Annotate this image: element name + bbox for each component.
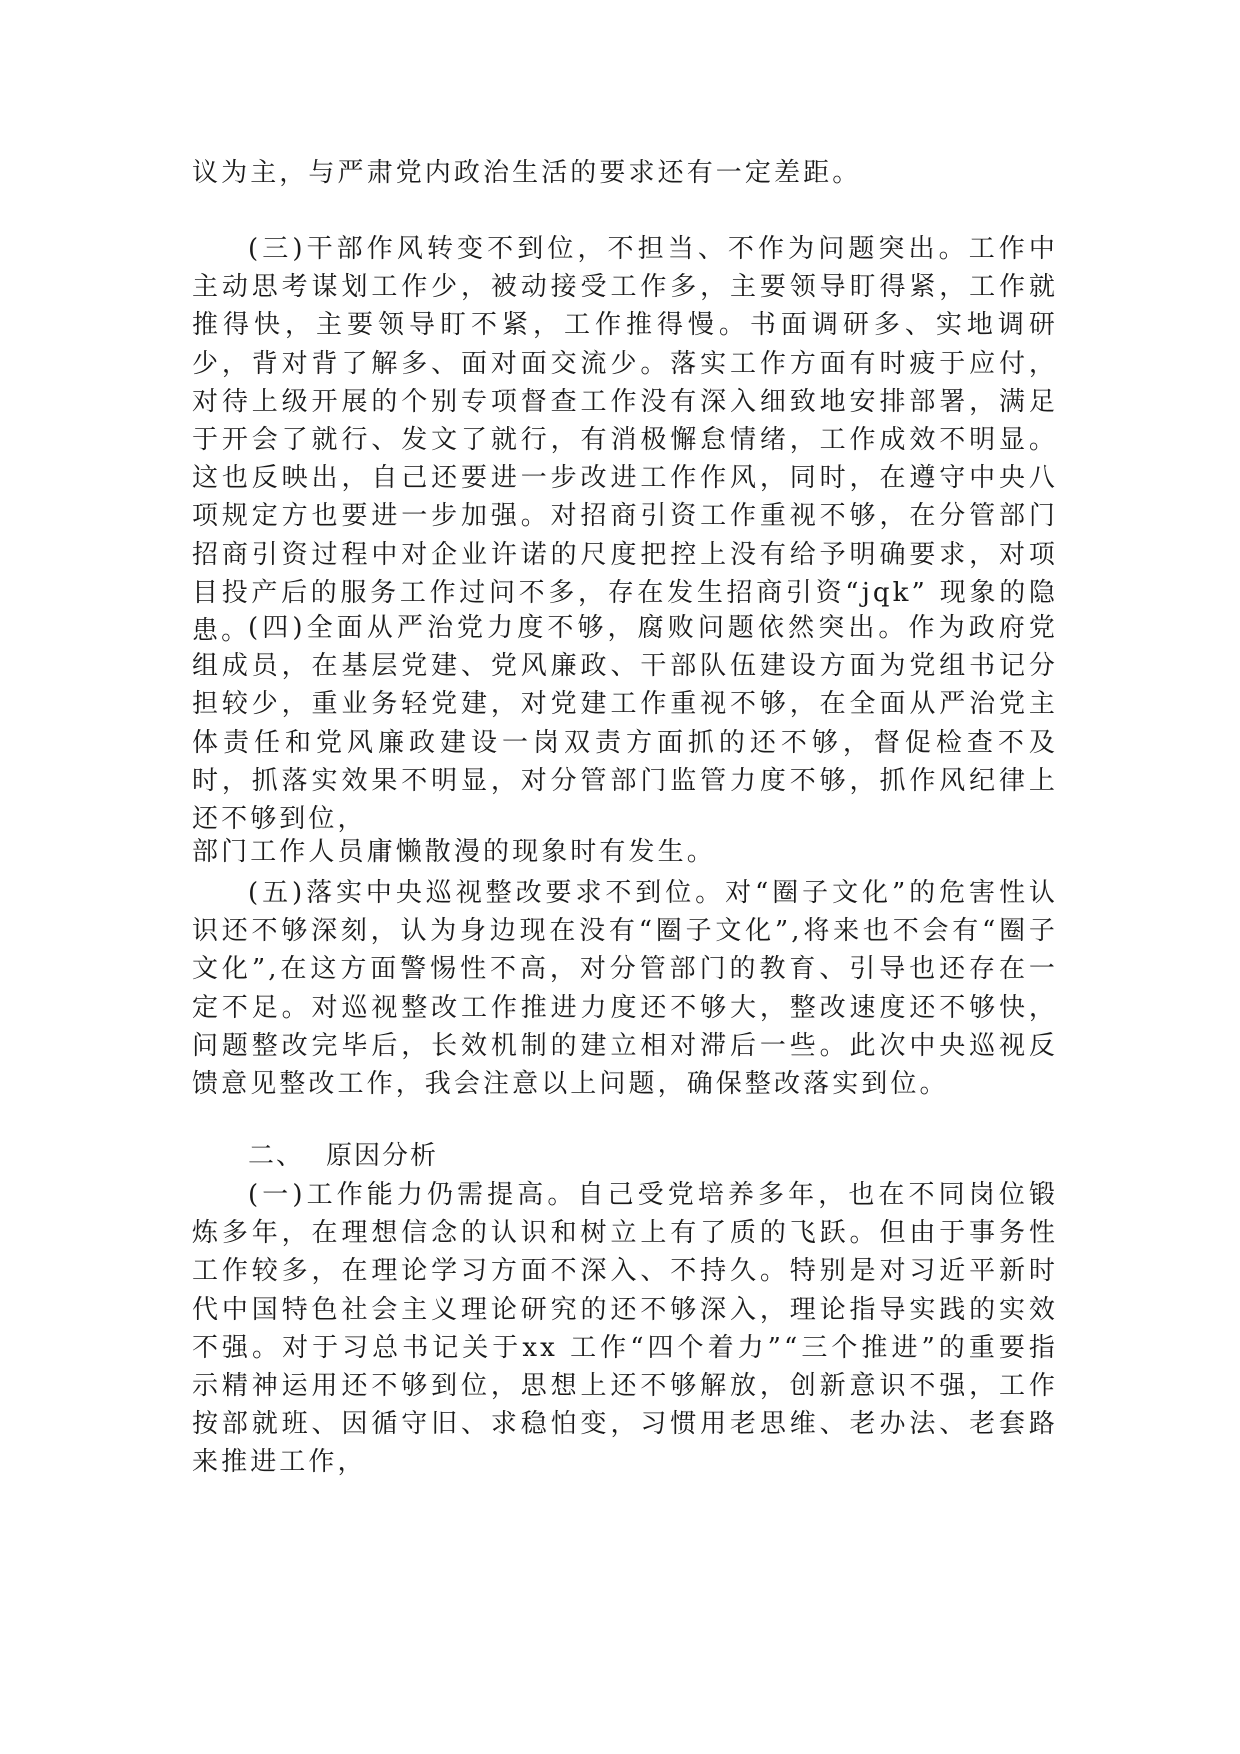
section-heading-title: 原因分析 <box>326 1141 439 1171</box>
section-heading <box>248 1137 438 1175</box>
paragraph-section-3: (三)干部作风转变不到位，不担当、不作为问题突出。工作中主动思考谋划工作少，被动接受工作多，主要领导盯得紧，工作就推得快，主要领导盯不紧，工作推得慢。书面调研多、实地调研少，背对背了解多、面对面交流少。落实工作方面有时疲于应付，对待上级开展的个别专项督查工作没有深入细致地安排部署，满足于开会了就行、发文了就行，有消极懈怠情绪，工作成效不明显。这也反映出，自己还要进一步改进工作作风，同时，在遵守中央八项规定方也要进一步加强。对招商引资工作重视不够，在分管部门招商引资过程中对企业许诺的尺度把控上没有给予明确要求，对项目投产后的服务工作过问不多，存在发生招商引资“jqk” 现象的隐患。 <box>192 234 1058 647</box>
paragraph-section-4: (四)全面从严治党力度不够，腐败问题依然突出。作为政府党组成员，在基层党建、党风廉政、干部队伍建设方面为党组书记分担较少，重业务轻党建，对党建工作重视不够，在全面从严治党主体责任和党风廉政建设一岗双责方面抓的还不够，督促检查不及时，抓落实效果不明显，对分管部门监管力度不够，抓作风纪律上还不够到位， <box>192 613 1058 835</box>
paragraph-section-5: (五)落实中央巡视整改要求不到位。对“圈子文化”的危害性认识还不够深刻，认为身边现在没有“圈子文化”,将来也不会有“圈子文化”,在这方面警惕性不高，对分管部门的教育、引导也还存在一定不足。对巡视整改工作推进力度还不够大，整改速度还不够快，问题整改完毕后，长效机制的建立相对滞后一些。此次中央巡视反馈意见整改工作，我会注意以上问题，确保整改落实到位。 <box>192 878 1058 1100</box>
paragraph-section-4-tail: 部门工作人员庸懒散漫的现象时有发生。 <box>192 837 716 867</box>
paragraph-continuation: 议为主，与严肃党内政治生活的要求还有一定差距。 <box>192 158 862 188</box>
section-heading-number: 二、 <box>248 1141 305 1171</box>
paragraph-cause-1: (一)工作能力仍需提高。自己受党培养多年，也在不同岗位锻炼多年，在理想信念的认识和树立上有了质的飞跃。但由于事务性工作较多，在理论学习方面不深入、不持久。特别是对习近平新时代中国特色社会主义理论研究的还不够深入，理论指导实践的实效不强。对于习总书记关于xx 工作“四个着力”“三个推进”的重要指示精神运用还不够到位，思想上还不够解放，创新意识不强，工作按部就班、因循守旧、求稳怕变，习惯用老思维、老办法、老套路来推进工作， <box>192 1180 1058 1478</box>
